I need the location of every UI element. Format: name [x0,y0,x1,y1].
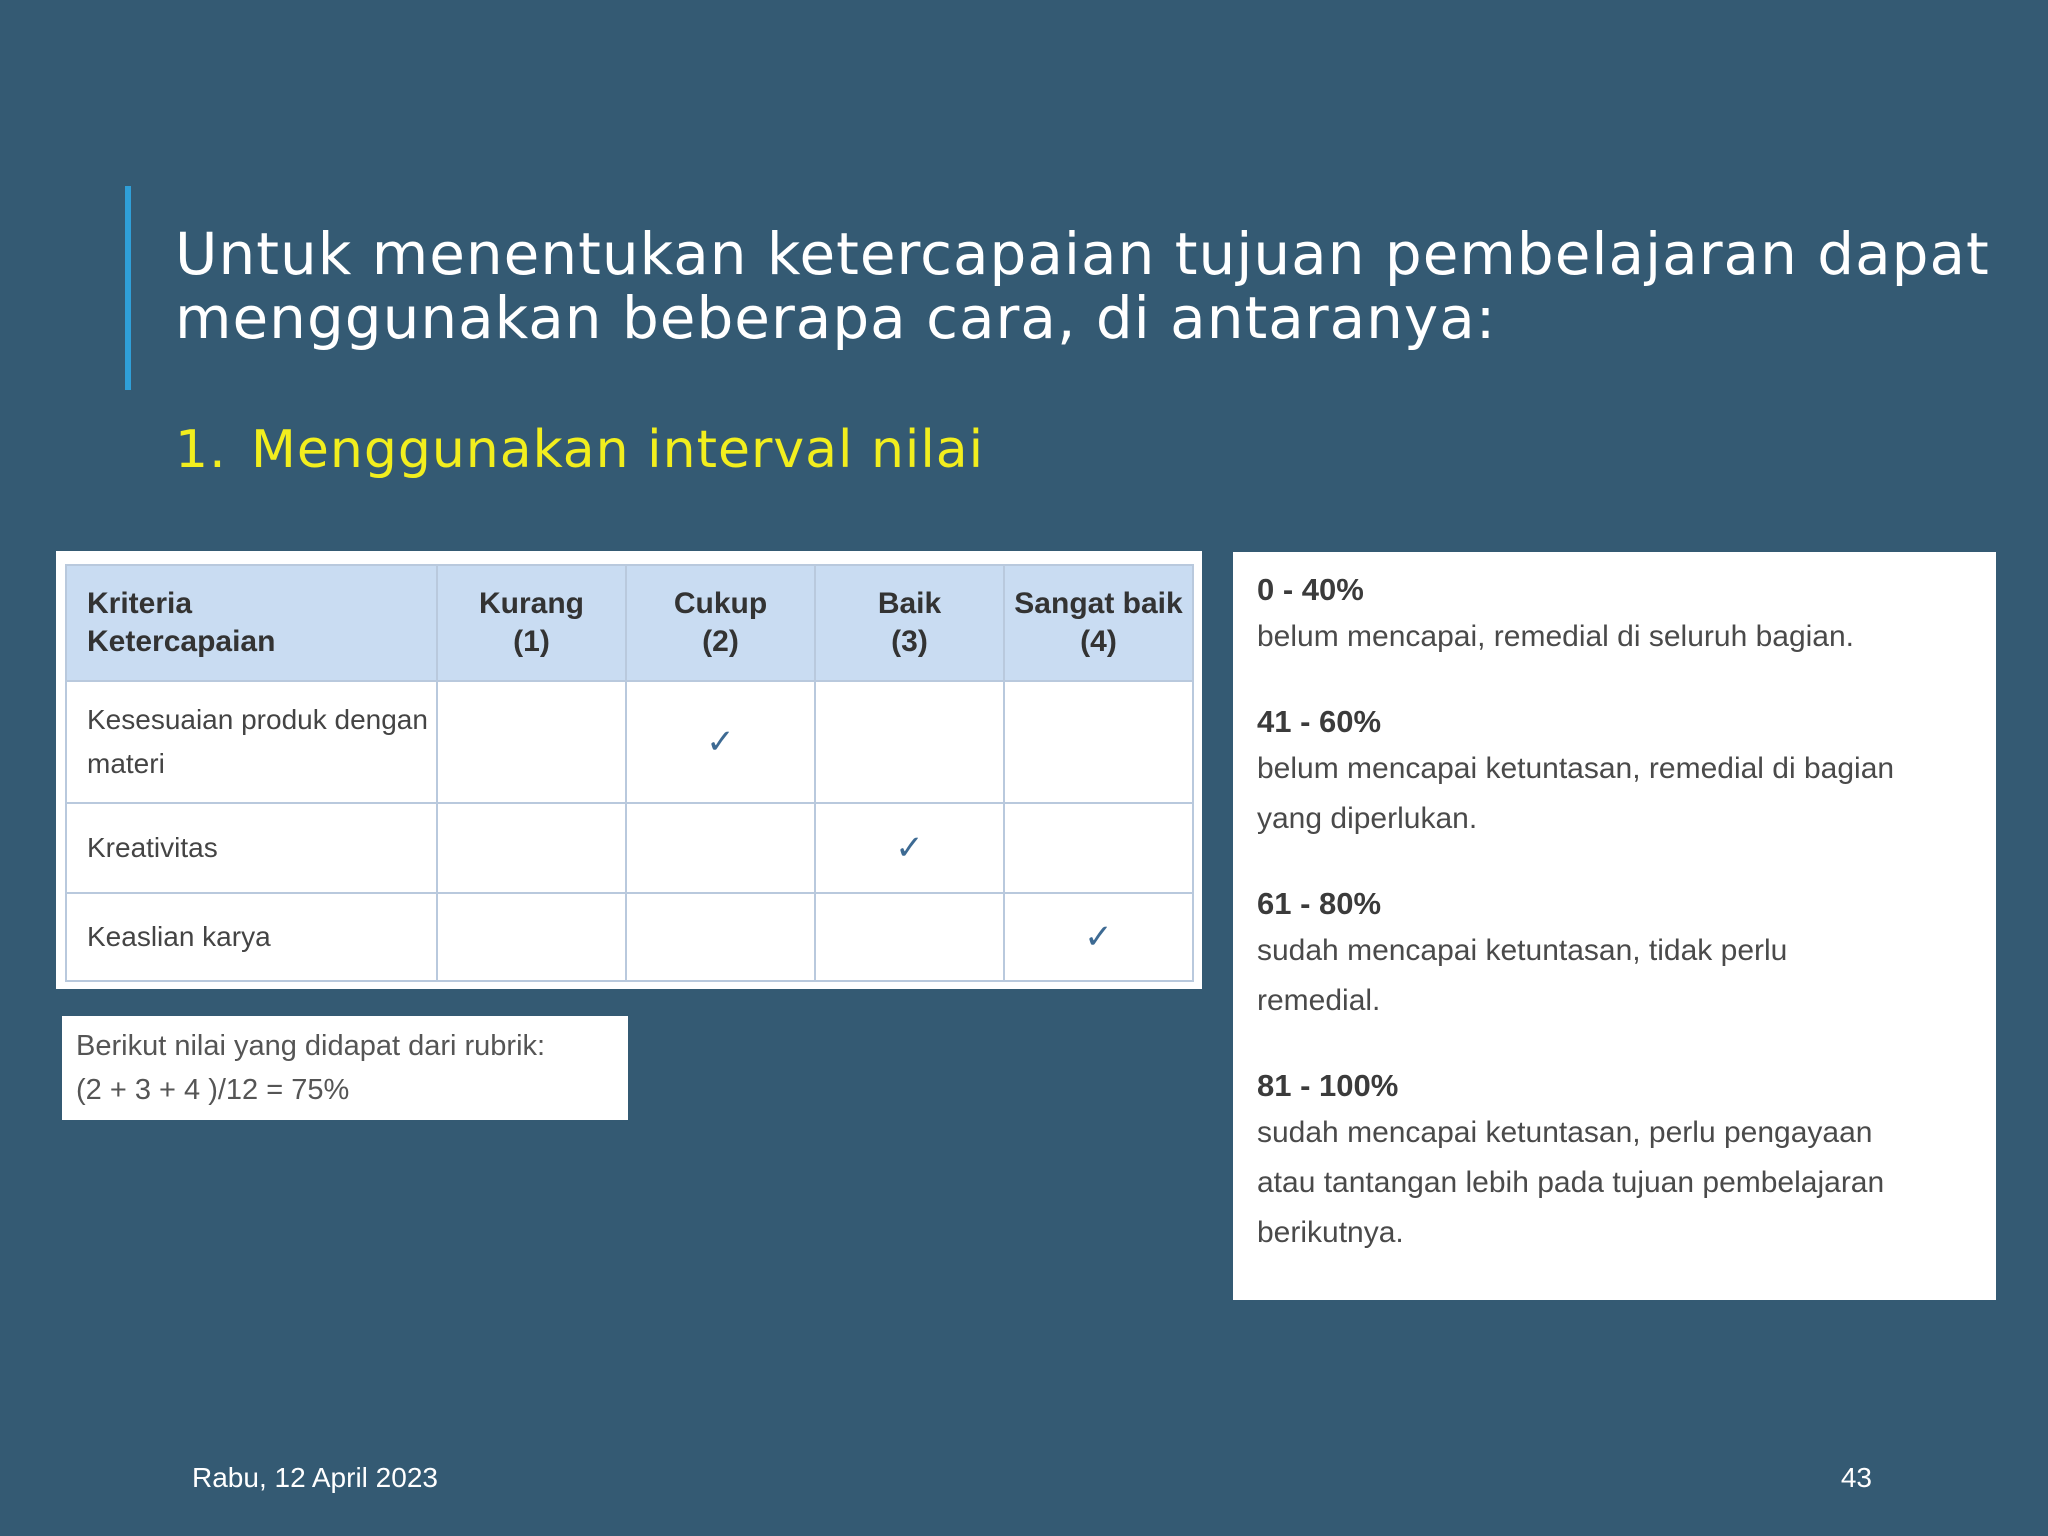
header-criteria [66,565,437,681]
level-score: (3) [891,625,928,658]
header-criteria-line-2: Ketercapaian [87,625,276,658]
score-note-line-1: Berikut nilai yang didapat dari rubrik: [76,1030,546,1062]
interval-desc-line: belum mencapai ketuntasan, remedial di bagian [1257,752,1895,785]
interval-range: 0 - 40% [1257,572,1364,607]
interval-item [1257,568,1972,662]
row-label-line-1: Keaslian karya [87,921,271,952]
rubric-header-row [66,565,1193,681]
level-score: (1) [513,625,550,658]
rubric-table-card [56,551,1202,989]
level-score: (4) [1080,625,1117,658]
row-label-line-1: Kreativitas [87,832,218,863]
check-icon [1004,681,1193,803]
interval-desc-line: belum mencapai, remedial di seluruh bagian. [1257,620,1855,653]
check-icon [815,681,1004,803]
subtitle-number: 1. [175,420,227,480]
subtitle-text: Menggunakan interval nilai [251,420,985,480]
score-note-card [62,1016,628,1120]
interval-desc-line: atau tantangan lebih pada tujuan pembelajaran [1257,1166,1885,1199]
interval-item [1257,700,1972,844]
score-note-formula: (2 + 3 + 4 )/12 = 75% [76,1074,350,1106]
header-criteria-line-1: Kriteria [87,587,193,620]
interval-card [1233,552,1996,1300]
row-label-line-1: Kesesuaian produk dengan [87,704,428,735]
header-level-kurang [437,565,626,681]
check-icon [1004,803,1193,893]
row-label [66,893,437,981]
interval-desc-line: sudah mencapai ketuntasan, tidak perlu [1257,934,1788,967]
header-level-cukup [626,565,815,681]
level-name: Cukup [673,587,768,620]
level-name: Kurang [479,587,584,620]
level-name: Baik [877,587,942,620]
rubric-table [65,564,1194,982]
interval-range: 61 - 80% [1257,886,1382,921]
page-number: 43 [1840,1462,1872,1493]
check-icon [437,893,626,981]
interval-desc-line: berikutnya. [1257,1216,1404,1249]
title-line-1: Untuk menentukan ketercapaian tujuan pembelajaran dapat [175,220,1990,288]
level-name: Sangat baik [1014,587,1183,620]
title-line-2: menggunakan beberapa cara, di antaranya: [175,284,1497,352]
interval-range: 41 - 60% [1257,704,1382,739]
interval-desc-line: remedial. [1257,984,1381,1017]
table-row [66,893,1193,981]
check-icon: ✓ [1004,893,1193,981]
check-icon [626,893,815,981]
interval-range: 81 - 100% [1257,1068,1399,1103]
check-icon [815,893,1004,981]
interval-desc-line: sudah mencapai ketuntasan, perlu pengayaan [1257,1116,1873,1149]
check-icon [437,803,626,893]
check-icon: ✓ [626,681,815,803]
interval-desc-line: yang diperlukan. [1257,802,1478,835]
level-score: (2) [702,625,739,658]
header-level-sangat-baik [1004,565,1193,681]
check-icon: ✓ [815,803,1004,893]
interval-item [1257,1064,1972,1258]
row-label [66,681,437,803]
check-icon [626,803,815,893]
slide-subtitle [175,418,984,482]
footer-date: Rabu, 12 April 2023 [192,1462,438,1493]
title-accent-bar [125,186,131,390]
table-row [66,803,1193,893]
interval-item [1257,882,1972,1026]
row-label [66,803,437,893]
table-row [66,681,1193,803]
header-level-baik [815,565,1004,681]
slide-title [175,220,1990,352]
row-label-line-2: materi [87,748,165,779]
check-icon [437,681,626,803]
